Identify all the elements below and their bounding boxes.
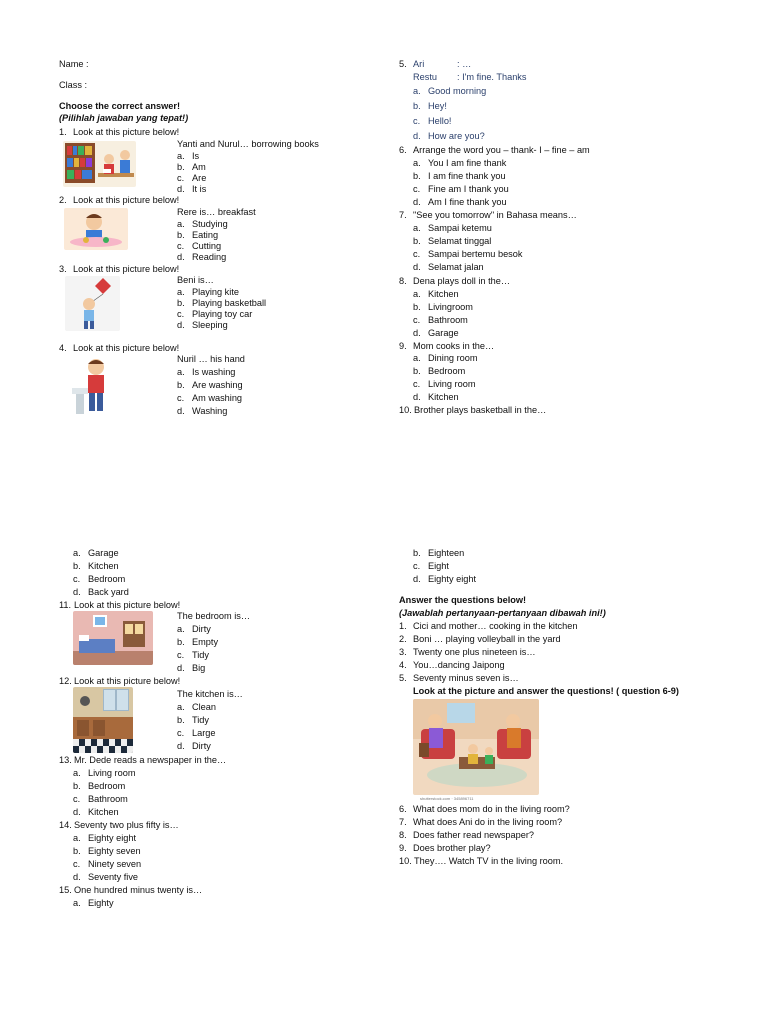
- q12-stem: The kitchen is…: [177, 689, 243, 699]
- q14-option-a: Eighty eight: [88, 833, 137, 843]
- q13-option-b: Bedroom: [88, 781, 126, 791]
- q13-option-d: Kitchen: [88, 807, 119, 817]
- q10-letter-d: d.: [73, 587, 81, 597]
- q9-option-c: Living room: [428, 379, 476, 389]
- q13-stem: Mr. Dede reads a newspaper in the…: [74, 755, 227, 765]
- q14-letter-b: b.: [73, 846, 81, 856]
- q1-option-a: Is: [192, 151, 200, 161]
- q7-option-d: Selamat jalan: [428, 262, 484, 272]
- q14-option-b: Eighty seven: [88, 846, 141, 856]
- q3-kite-picture: [65, 276, 120, 331]
- q1-number: 1.: [59, 127, 67, 137]
- q9-option-a: Dining room: [428, 353, 478, 363]
- q11-letter-b: b.: [177, 637, 185, 647]
- essay-question: Cici and mother… cooking in the kitchen: [413, 621, 578, 631]
- q8-number: 8.: [399, 276, 407, 286]
- q4-option-b: Are washing: [192, 380, 243, 390]
- q11-number: 11.: [59, 600, 72, 610]
- q1-letter-d: d.: [177, 184, 185, 194]
- q4-option-d: Washing: [192, 406, 228, 416]
- q13-letter-c: c.: [73, 794, 81, 804]
- q2-option-b: Eating: [192, 230, 219, 240]
- q2-option-c: Cutting: [192, 241, 222, 251]
- essay-question: Does brother play?: [413, 843, 491, 853]
- q12-option-a: Clean: [192, 702, 217, 712]
- q2-letter-d: d.: [177, 252, 185, 262]
- q8-option-b: Livingroom: [428, 302, 473, 312]
- essay-number: 6.: [399, 804, 407, 814]
- q5-ari-line: : …: [457, 59, 472, 69]
- q6-letter-d: d.: [413, 197, 421, 207]
- q5-speaker-ari: Ari: [413, 59, 425, 69]
- essay-number: 1.: [399, 621, 407, 631]
- q15-number: 15.: [59, 885, 72, 895]
- q6-number: 6.: [399, 145, 407, 155]
- q10-option-b: Kitchen: [88, 561, 119, 571]
- q5-option-b: Hey!: [428, 101, 447, 111]
- q13-letter-b: b.: [73, 781, 81, 791]
- living-room-picture-caption: shutterstock.com · 345896711: [420, 796, 474, 801]
- q6-option-b: I am fine thank you: [428, 171, 506, 181]
- section1-subtitle: (Pilihlah jawaban yang tepat!): [59, 113, 189, 123]
- q5-option-d: How are you?: [428, 131, 485, 141]
- q6-option-c: Fine am I thank you: [428, 184, 509, 194]
- q15-option-b: Eighteen: [428, 548, 465, 558]
- essay-question: What does mom do in the living room?: [413, 804, 570, 814]
- q12-option-c: Large: [192, 728, 216, 738]
- q7-letter-b: b.: [413, 236, 421, 246]
- essay-number: 2.: [399, 634, 407, 644]
- q8-option-c: Bathroom: [428, 315, 468, 325]
- essay-question: Does father read newspaper?: [413, 830, 535, 840]
- q2-letter-a: a.: [177, 219, 185, 229]
- q2-option-d: Reading: [192, 252, 227, 262]
- q4-handwash-picture: [70, 354, 112, 418]
- q15-letter-d: d.: [413, 574, 421, 584]
- q4-letter-a: a.: [177, 367, 185, 377]
- q9-number: 9.: [399, 341, 407, 351]
- q7-letter-c: c.: [413, 249, 421, 259]
- essay-number: 3.: [399, 647, 407, 657]
- q14-option-d: Seventy five: [88, 872, 139, 882]
- essay-number: 8.: [399, 830, 407, 840]
- q2-look-instruction: Look at this picture below!: [73, 195, 180, 205]
- q15-option-d: Eighty eight: [428, 574, 477, 584]
- q11-bedroom-picture: [73, 611, 153, 665]
- q4-letter-b: b.: [177, 380, 185, 390]
- q11-letter-a: a.: [177, 624, 185, 634]
- q5-letter-d: d.: [413, 131, 421, 141]
- q12-option-b: Tidy: [192, 715, 210, 725]
- essay-question: What does Ani do in the living room?: [413, 817, 563, 827]
- q12-letter-d: d.: [177, 741, 185, 751]
- q12-letter-a: a.: [177, 702, 185, 712]
- essay-number: 5.: [399, 673, 407, 683]
- q11-option-c: Tidy: [192, 650, 210, 660]
- q13-option-a: Living room: [88, 768, 136, 778]
- q3-letter-d: d.: [177, 320, 185, 330]
- q10-letter-b: b.: [73, 561, 81, 571]
- q7-number: 7.: [399, 210, 407, 220]
- q12-look-instruction: Look at this picture below!: [74, 676, 181, 686]
- q12-letter-c: c.: [177, 728, 185, 738]
- q2-breakfast-picture: [64, 208, 128, 250]
- q11-option-a: Dirty: [192, 624, 211, 634]
- q8-letter-c: c.: [413, 315, 421, 325]
- q4-stem: Nuril … his hand: [177, 354, 245, 364]
- section1-title: Choose the correct answer!: [59, 101, 181, 111]
- q4-option-a: Is washing: [192, 367, 236, 377]
- q13-letter-a: a.: [73, 768, 81, 778]
- section2-subtitle: (Jawablah pertanyaan-pertanyaan dibawah ini!): [399, 608, 606, 618]
- q1-letter-b: b.: [177, 162, 185, 172]
- essay-question: They…. Watch TV in the living room.: [414, 856, 564, 866]
- section2-title: Answer the questions below!: [399, 595, 527, 605]
- q10-letter-c: c.: [73, 574, 81, 584]
- q7-option-c: Sampai bertemu besok: [428, 249, 523, 259]
- q3-look-instruction: Look at this picture below!: [73, 264, 180, 274]
- q2-letter-b: b.: [177, 230, 185, 240]
- q10-option-a: Garage: [88, 548, 119, 558]
- q9-letter-d: d.: [413, 392, 421, 402]
- q13-letter-d: d.: [73, 807, 81, 817]
- q14-option-c: Ninety seven: [88, 859, 142, 869]
- q4-number: 4.: [59, 343, 67, 353]
- q1-library-picture: [63, 141, 136, 187]
- q15-option-a: Eighty: [88, 898, 114, 908]
- q4-letter-c: c.: [177, 393, 185, 403]
- q8-option-a: Kitchen: [428, 289, 459, 299]
- q15-stem: One hundred minus twenty is…: [74, 885, 203, 895]
- q7-letter-a: a.: [413, 223, 421, 233]
- q5-restu-line: : I'm fine. Thanks: [457, 72, 527, 82]
- q8-letter-d: d.: [413, 328, 421, 338]
- q5-option-a: Good morning: [428, 86, 487, 96]
- q2-letter-c: c.: [177, 241, 185, 251]
- q13-option-c: Bathroom: [88, 794, 128, 804]
- q12-option-d: Dirty: [192, 741, 211, 751]
- q7-option-a: Sampai ketemu: [428, 223, 492, 233]
- q11-option-d: Big: [192, 663, 206, 673]
- q6-stem: Arrange the word you – thank- I – fine – am: [413, 145, 590, 155]
- q8-stem: Dena plays doll in the…: [413, 276, 511, 286]
- q3-option-d: Sleeping: [192, 320, 228, 330]
- living-room-picture: [413, 699, 539, 795]
- q9-letter-c: c.: [413, 379, 421, 389]
- q5-letter-a: a.: [413, 86, 421, 96]
- essay-question: Twenty one plus nineteen is…: [413, 647, 536, 657]
- q8-option-d: Garage: [428, 328, 459, 338]
- q14-letter-d: d.: [73, 872, 81, 882]
- q5-letter-b: b.: [413, 101, 421, 111]
- name-label: Name :: [59, 59, 89, 69]
- q11-option-b: Empty: [192, 637, 219, 647]
- q6-letter-b: b.: [413, 171, 421, 181]
- q3-option-c: Playing toy car: [192, 309, 253, 319]
- q1-letter-a: a.: [177, 151, 185, 161]
- q9-letter-b: b.: [413, 366, 421, 376]
- q14-letter-a: a.: [73, 833, 81, 843]
- q11-letter-d: d.: [177, 663, 185, 673]
- q10-option-d: Back yard: [88, 587, 129, 597]
- essay-question: Seventy minus seven is…: [413, 673, 519, 683]
- q11-look-instruction: Look at this picture below!: [74, 600, 181, 610]
- essay-number: 9.: [399, 843, 407, 853]
- essay-number: 7.: [399, 817, 407, 827]
- q12-letter-b: b.: [177, 715, 185, 725]
- q15-option-c: Eight: [428, 561, 449, 571]
- q2-number: 2.: [59, 195, 67, 205]
- q3-stem: Beni is…: [177, 275, 214, 285]
- q4-option-c: Am washing: [192, 393, 243, 403]
- q7-stem: "See you tomorrow" in Bahasa means…: [413, 210, 577, 220]
- picture-instruction: Look at the picture and answer the questions! ( question 6-9): [413, 686, 679, 696]
- q14-number: 14.: [59, 820, 72, 830]
- q1-option-b: Am: [192, 162, 206, 172]
- q1-letter-c: c.: [177, 173, 185, 183]
- q4-letter-d: d.: [177, 406, 185, 416]
- q9-letter-a: a.: [413, 353, 421, 363]
- q10-option-c: Bedroom: [88, 574, 126, 584]
- essay-number: 4.: [399, 660, 407, 670]
- q6-option-a: You I am fine thank: [428, 158, 507, 168]
- q11-stem: The bedroom is…: [177, 611, 251, 621]
- essay-question: Boni … playing volleyball in the yard: [413, 634, 561, 644]
- q3-letter-b: b.: [177, 298, 185, 308]
- q9-option-d: Kitchen: [428, 392, 459, 402]
- q15-letter-a: a.: [73, 898, 81, 908]
- q14-letter-c: c.: [73, 859, 81, 869]
- q15-letter-c: c.: [413, 561, 421, 571]
- q3-option-a: Playing kite: [192, 287, 239, 297]
- q5-speaker-restu: Restu: [413, 72, 438, 82]
- q15-letter-b: b.: [413, 548, 421, 558]
- q7-option-b: Selamat tinggal: [428, 236, 492, 246]
- q9-stem: Mom cooks in the…: [413, 341, 495, 351]
- q4-look-instruction: Look at this picture below!: [73, 343, 180, 353]
- q3-letter-a: a.: [177, 287, 185, 297]
- q5-number: 5.: [399, 59, 407, 69]
- q8-letter-b: b.: [413, 302, 421, 312]
- q6-letter-c: c.: [413, 184, 421, 194]
- q12-kitchen-picture: [73, 687, 133, 753]
- q6-option-d: Am I fine thank you: [428, 197, 507, 207]
- q12-number: 12.: [59, 676, 72, 686]
- q9-option-b: Bedroom: [428, 366, 466, 376]
- q6-letter-a: a.: [413, 158, 421, 168]
- q2-stem: Rere is… breakfast: [177, 207, 256, 217]
- q5-option-c: Hello!: [428, 116, 452, 126]
- essay-question: You…dancing Jaipong: [413, 660, 505, 670]
- q1-stem: Yanti and Nurul… borrowing books: [177, 139, 319, 149]
- q8-letter-a: a.: [413, 289, 421, 299]
- essay-number: 10.: [399, 856, 412, 866]
- q1-option-d: It is: [192, 184, 207, 194]
- q11-letter-c: c.: [177, 650, 185, 660]
- q10-number: 10.: [399, 405, 412, 415]
- q5-letter-c: c.: [413, 116, 421, 126]
- q13-number: 13.: [59, 755, 72, 765]
- class-label: Class :: [59, 80, 88, 90]
- q7-letter-d: d.: [413, 262, 421, 272]
- q1-option-c: Are: [192, 173, 207, 183]
- q10-stem: Brother plays basketball in the…: [414, 405, 547, 415]
- q2-option-a: Studying: [192, 219, 228, 229]
- q3-option-b: Playing basketball: [192, 298, 267, 308]
- q10-letter-a: a.: [73, 548, 81, 558]
- q3-number: 3.: [59, 264, 67, 274]
- q14-stem: Seventy two plus fifty is…: [74, 820, 179, 830]
- q1-look-instruction: Look at this picture below!: [73, 127, 180, 137]
- q3-letter-c: c.: [177, 309, 185, 319]
